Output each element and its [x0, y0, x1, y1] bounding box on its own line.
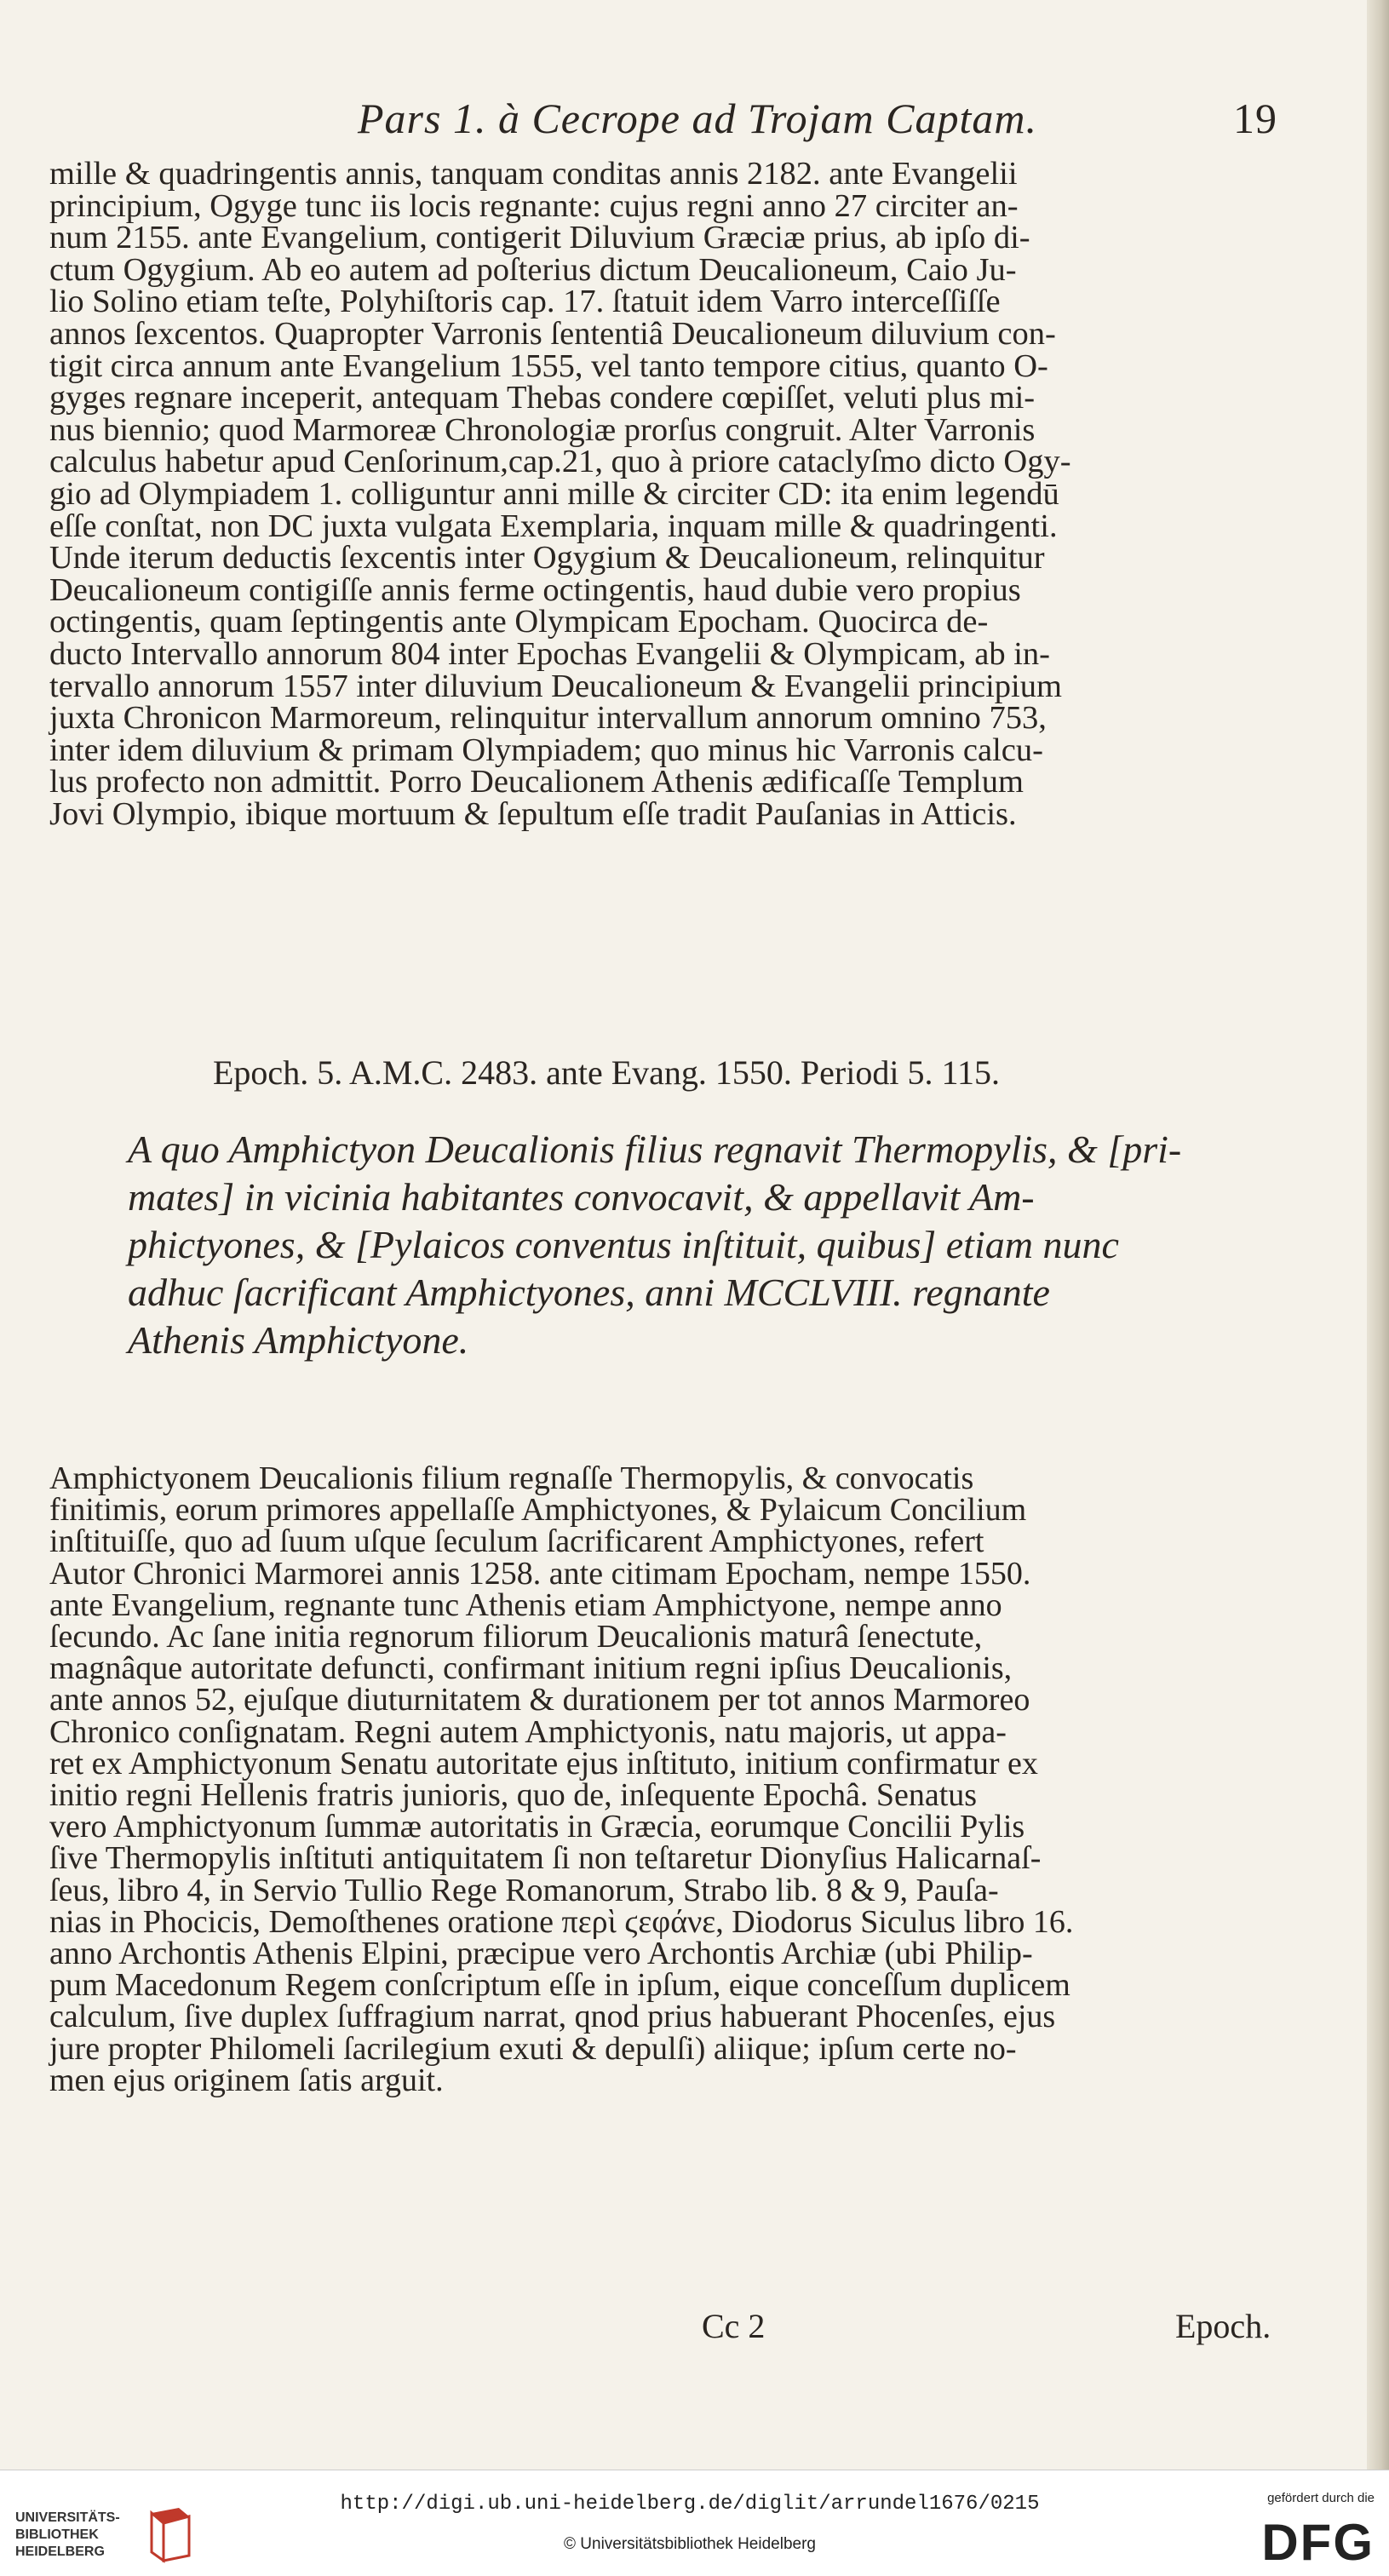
text-line: initio regni Hellenis fratris junioris, quo de, inſequente Epochâ. Senatus [49, 1777, 978, 1814]
running-head [341, 85, 1277, 162]
text-line: lus profecto non admittit. Porro Deucalionem Athenis ædificaſſe Templum [49, 764, 1024, 800]
copyright-notice: © Universitätsbibliothek Heidelberg [564, 2535, 816, 2553]
text-line: Chronico conſignatam. Regni autem Amphictyonis, natu majoris, ut appa- [49, 1713, 1007, 1750]
text-line: vero Amphictyonum ſummæ autoritatis in Græcia, eorumque Concilii Pylis [49, 1809, 1025, 1845]
text-line: Autor Chronici Marmorei annis 1258. ante citimam Epocham, nempe 1550. [49, 1555, 1031, 1592]
running-head-title: Pars 1. à Cecrope ad Trojam Captam. [358, 95, 1037, 142]
text-line: num 2155. ante Evangelium, contigerit Diluvium Græciæ prius, ab ipſo di- [49, 220, 1030, 256]
text-line: eſſe conſtat, non DC juxta vulgata Exemplaria, inquam mille & quadringenti. [49, 508, 1058, 544]
text-line: anno Archontis Athenis Elpini, præcipue vero Archontis Archiæ (ubi Philip- [49, 1936, 1033, 1972]
heading-line: adhuc ſacrificant Amphictyones, anni MCCLVIII. regnante [128, 1271, 1050, 1314]
permalink-url[interactable]: http://digi.ub.uni-heidelberg.de/diglit/arrundel1676/0215 [340, 2493, 1040, 2516]
institution-line-3: HEIDELBERG [15, 2544, 105, 2559]
page-edge [1367, 0, 1389, 2470]
text-line: finitimis, eorum primores appellaſſe Amphictyones, & Pylaicum Concilium [49, 1492, 1027, 1529]
text-line: Amphictyonem Deucalionis filium regnaſſe Thermopylis, & convocatis [49, 1460, 974, 1496]
text-line: tervallo annorum 1557 inter diluvium Deucalioneum & Evangelii principium [49, 668, 1062, 704]
text-line: gio ad Olympiadem 1. colliguntur anni mille & circiter CD: ita enim legendū [49, 475, 1059, 512]
text-line: octingentis, quam ſeptingentis ante Olympicam Epocham. Quocirca de- [49, 604, 989, 640]
text-line: annos ſexcentos. Quapropter Varronis ſententiâ Deucalioneum diluvium con- [49, 315, 1056, 352]
university-library-logo[interactable] [15, 2510, 220, 2561]
text-line: jure propter Philomeli ſacrilegium exuti & depulſi) aliique; ipſum certe no- [49, 2030, 1017, 2067]
paragraph-1 [49, 158, 1327, 830]
text-line: Jovi Olympio, ibique mortuum & ſepultum eſſe tradit Pauſanias in Atticis. [49, 795, 1017, 832]
text-line: juxta Chronicon Marmoreum, relinquitur intervallum annorum omnino 753, [49, 700, 1047, 737]
text-line: calculus habetur apud Cenſorinum,cap.21, quo à priore cataclyſmo dicto Ogy- [49, 444, 1071, 480]
text-line: magnâque autoritate defuncti, confirmant initium regni ipſius Deucalionis, [49, 1650, 1013, 1687]
viewer-footer [0, 2470, 1389, 2576]
text-line: tigit circa annum ante Evangelium 1555, vel tanto tempore citius, quanto O- [49, 347, 1048, 384]
text-line: mille & quadringentis annis, tanquam conditas annis 2182. ante Evangelii [49, 156, 1018, 192]
text-line: principium, Ogyge tunc iis locis regnante: cujus regni anno 27 circiter an- [49, 187, 1019, 224]
text-line: ret ex Amphictyonum Senatu autoritate ejus inſtituto, initium confirmatur ex [49, 1745, 1038, 1781]
institution-line-2: BIBLIOTHEK [15, 2527, 99, 2542]
text-line: ſive Thermopylis inſtituti antiquitatem ſi non teſtaretur Dionyſius Halicarnaſ- [49, 1840, 1042, 1877]
catchword: Epoch. [1175, 2307, 1271, 2345]
university-library-logo-icon [145, 2504, 196, 2564]
text-line: nus biennio; quod Marmoreæ Chronologiæ prorſus congruit. Alter Varronis [49, 411, 1036, 448]
dfg-logo[interactable] [1226, 2486, 1380, 2571]
text-line: nias in Phocicis, Demoſthenes oratione περὶ ϛεφάνε, Diodorus Siculus libro 16. [49, 1903, 1074, 1940]
text-line: gyges regnare inceperit, antequam Thebas condere cœpiſſet, veluti plus mi- [49, 380, 1036, 416]
text-line: ante Evangelium, regnante tunc Athenis etiam Amphictyone, nempe anno [49, 1586, 1002, 1623]
text-line: pum Macedonum Regem conſcriptum eſſe in ipſum, eique conceſſum duplicem [49, 1967, 1070, 2004]
signature-mark: Cc 2 [702, 2307, 766, 2345]
text-line: ctum Ogygium. Ab eo autem ad poſterius dictum Deucalioneum, Caio Ju- [49, 251, 1017, 288]
page-number: 19 [1233, 95, 1277, 142]
text-line: ante annos 52, ejuſque diuturnitatem & durationem per tot annos Marmoreo [49, 1682, 1030, 1718]
text-line: ſeus, libro 4, in Servio Tullio Rege Romanorum, Strabo lib. 8 & 9, Pauſa- [49, 1872, 999, 1908]
heading-line: A quo Amphictyon Deucalionis filius regnavit Thermopylis, & [pri- [128, 1127, 1182, 1171]
text-line: inſtituiſſe, quo ad ſuum uſque ſeculum ſacrificarent Amphictyones, refert [49, 1523, 984, 1560]
text-line: inter idem diluvium & primam Olympiadem; quo minus hic Varronis calcu- [49, 731, 1043, 768]
text-line: Unde iterum deductis ſexcentis inter Ogygium & Deucalioneum, relinquitur [49, 540, 1045, 577]
text-line: men ejus originem ſatis arguit. [49, 2062, 444, 2098]
text-line: ſecundo. Ac ſane initia regnorum filiorum Deucalionis maturâ ſenectute, [49, 1619, 983, 1655]
epoch-line: Epoch. 5. A.M.C. 2483. ante Evang. 1550. Periodi 5. 115. [213, 1053, 1000, 1092]
text-line: calculum, ſive duplex ſuffragium narrat, qnod prius habuerant Phocenſes, ejus [49, 1999, 1056, 2035]
text-line: ducto Intervallo annorum 804 inter Epochas Evangelii & Olympicam, ab in- [49, 635, 1051, 672]
dfg-logo-text: DFG [1261, 2514, 1375, 2571]
text-line: lio Solino etiam teſte, Polyhiſtoris cap. 17. ſtatuit idem Varro interceſſiſſe [49, 284, 1001, 320]
institution-line-1: UNIVERSITÄTS- [15, 2510, 120, 2525]
paragraph-2 [49, 1460, 1327, 2098]
section-heading [128, 1126, 1320, 1364]
funding-label: gefördert durch die [1267, 2491, 1375, 2505]
heading-line: mates] in vicinia habitantes convocavit, & appellavit Am- [128, 1175, 1035, 1219]
heading-line: Athenis Amphictyone. [128, 1318, 469, 1362]
text-line: Deucalioneum contigiſſe annis ferme octingentis, haud dubie vero propius [49, 571, 1021, 608]
heading-line: phictyones, & [Pylaicos conventus inſtituit, quibus] etiam nunc [128, 1223, 1119, 1266]
